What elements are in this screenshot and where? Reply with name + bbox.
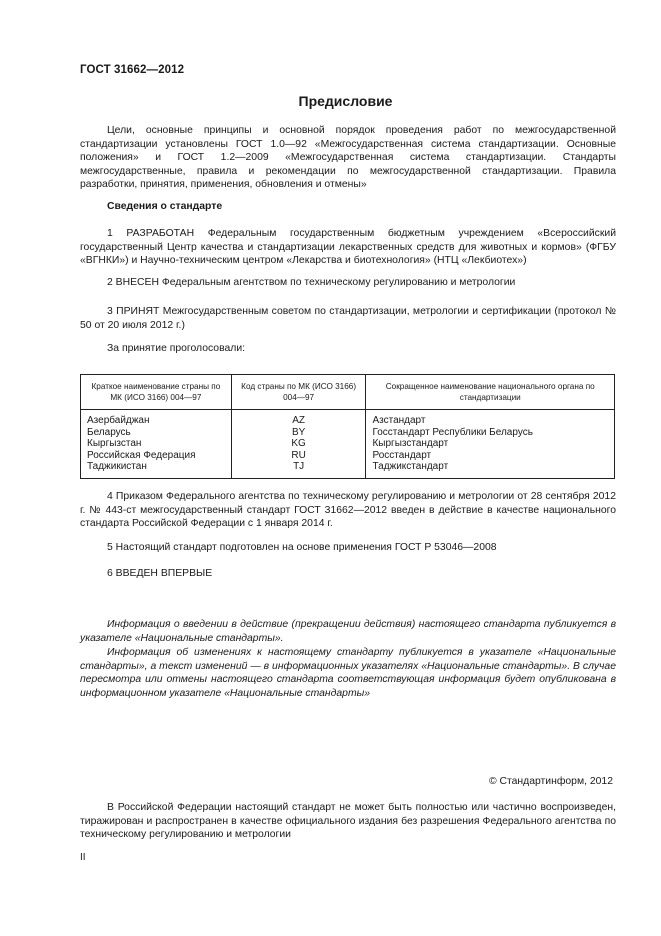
item-2-text: 2 ВНЕСЕН Федеральным агентством по техническому регулированию и метрологии: [107, 277, 516, 288]
standard-info-heading: Сведения о стандарте: [107, 201, 223, 212]
country-name: Азербайджан: [81, 410, 232, 427]
rights-paragraph: [80, 801, 616, 842]
header-country-name: Краткое наименование страны по МК (ИСО 3166) 004—97: [81, 375, 232, 410]
table-row: [81, 438, 615, 450]
country-code: RU: [231, 450, 366, 462]
notice-2-text: Информация об изменениях к настоящему стандарту публикуется в указателе «Национальные стандарты», а текст изменений — в информационных указателях «Национальные стандарты». В случае пересмотра или отмены настоящего стандарта соответствующая информация будет опубликована в информационном указателе «Национальные стандарты»: [80, 647, 616, 699]
country-code: TJ: [231, 461, 366, 478]
header-country-code: Код страны по МК (ИСО 3166) 004—97: [231, 375, 366, 410]
item-4-text: 4 Приказом Федерального агентства по техническому регулированию и метрологии от 28 сентября 2012 г. № 443-ст межгосударственный стандарт ГОСТ 31662—2012 введен в действие в качестве национального стандарта Российской Федерации с 1 января 2014 г.: [80, 491, 616, 530]
voted-label: За принятие проголосовали:: [107, 343, 246, 354]
copyright-line: © Стандартинформ, 2012: [488, 776, 613, 787]
notice-1-text: Информация о введении в действие (прекращении действия) настоящего стандарта публикуется в указателе «Национальные стандарты».: [80, 619, 616, 644]
standards-body: Кыргызстандарт: [366, 438, 615, 450]
country-code: BY: [231, 427, 366, 439]
table-row: [81, 450, 615, 462]
header-standards-body: Сокращенное наименование национального органа по стандартизации: [366, 375, 615, 410]
table-row: [81, 427, 615, 439]
page-title: Предисловие: [298, 93, 393, 109]
item-3-text: 3 ПРИНЯТ Межгосударственным советом по стандартизации, метрологии и сертификации (протокол № 50 от 20 июля 2012 г.): [80, 306, 616, 331]
table-row: [81, 410, 615, 427]
country-code: KG: [231, 438, 366, 450]
country-name: Таджикистан: [81, 461, 232, 478]
table-row: [81, 461, 615, 478]
standards-body: Росстандарт: [366, 450, 615, 462]
standards-body: Госстандарт Республики Беларусь: [366, 427, 615, 439]
voting-table: [80, 374, 615, 479]
page-number: II: [80, 852, 86, 863]
intro-paragraph: [80, 124, 616, 192]
country-name: Кыргызстан: [81, 438, 232, 450]
country-code: AZ: [231, 410, 366, 427]
country-name: Российская Федерация: [81, 450, 232, 462]
document-code: ГОСТ 31662—2012: [80, 64, 185, 76]
standards-body: Азстандарт: [366, 410, 615, 427]
rights-text: В Российской Федерации настоящий стандарт не может быть полностью или частично воспроизведен, тиражирован и распространен в качестве официального издания без разрешения Федерального агентства по техническому регулированию и метрологии: [80, 802, 616, 841]
item-6-text: 6 ВВЕДЕН ВПЕРВЫЕ: [107, 568, 213, 579]
item-3-paragraph: [80, 305, 616, 332]
intro-text: Цели, основные принципы и основной порядок проведения работ по межгосударственной стандартизации установлены ГОСТ 1.0—92 «Межгосударственная система стандартизации. Основные положения» и ГОСТ 1.2—2009 «Межгосударственная система стандартизации. Стандарты межгосударственные, правила и рекомендации по межгосударственной стандартизации. Правила разработки, принятия, применения, обновления и отмены»: [80, 125, 616, 191]
item-1-text: 1 РАЗРАБОТАН Федеральным государственным бюджетным учреждением «Всероссийский государственный Центр качества и стандартизации лекарственных средств для животных и кормов» (ФГБУ «ВГНКИ») и Научно-техническим центром «Лекарства и биотехнология» (НТЦ «Лекбиотех»): [80, 228, 616, 267]
country-name: Беларусь: [81, 427, 232, 439]
item-1-paragraph: [80, 227, 616, 268]
table-header-row: [81, 375, 615, 410]
item-5-text: 5 Настоящий стандарт подготовлен на основе применения ГОСТ Р 53046—2008: [107, 542, 497, 553]
notice-paragraph-2: [80, 646, 616, 700]
notice-paragraph-1: [80, 618, 616, 645]
item-4-paragraph: [80, 490, 616, 531]
standards-body: Таджикстандарт: [366, 461, 615, 478]
